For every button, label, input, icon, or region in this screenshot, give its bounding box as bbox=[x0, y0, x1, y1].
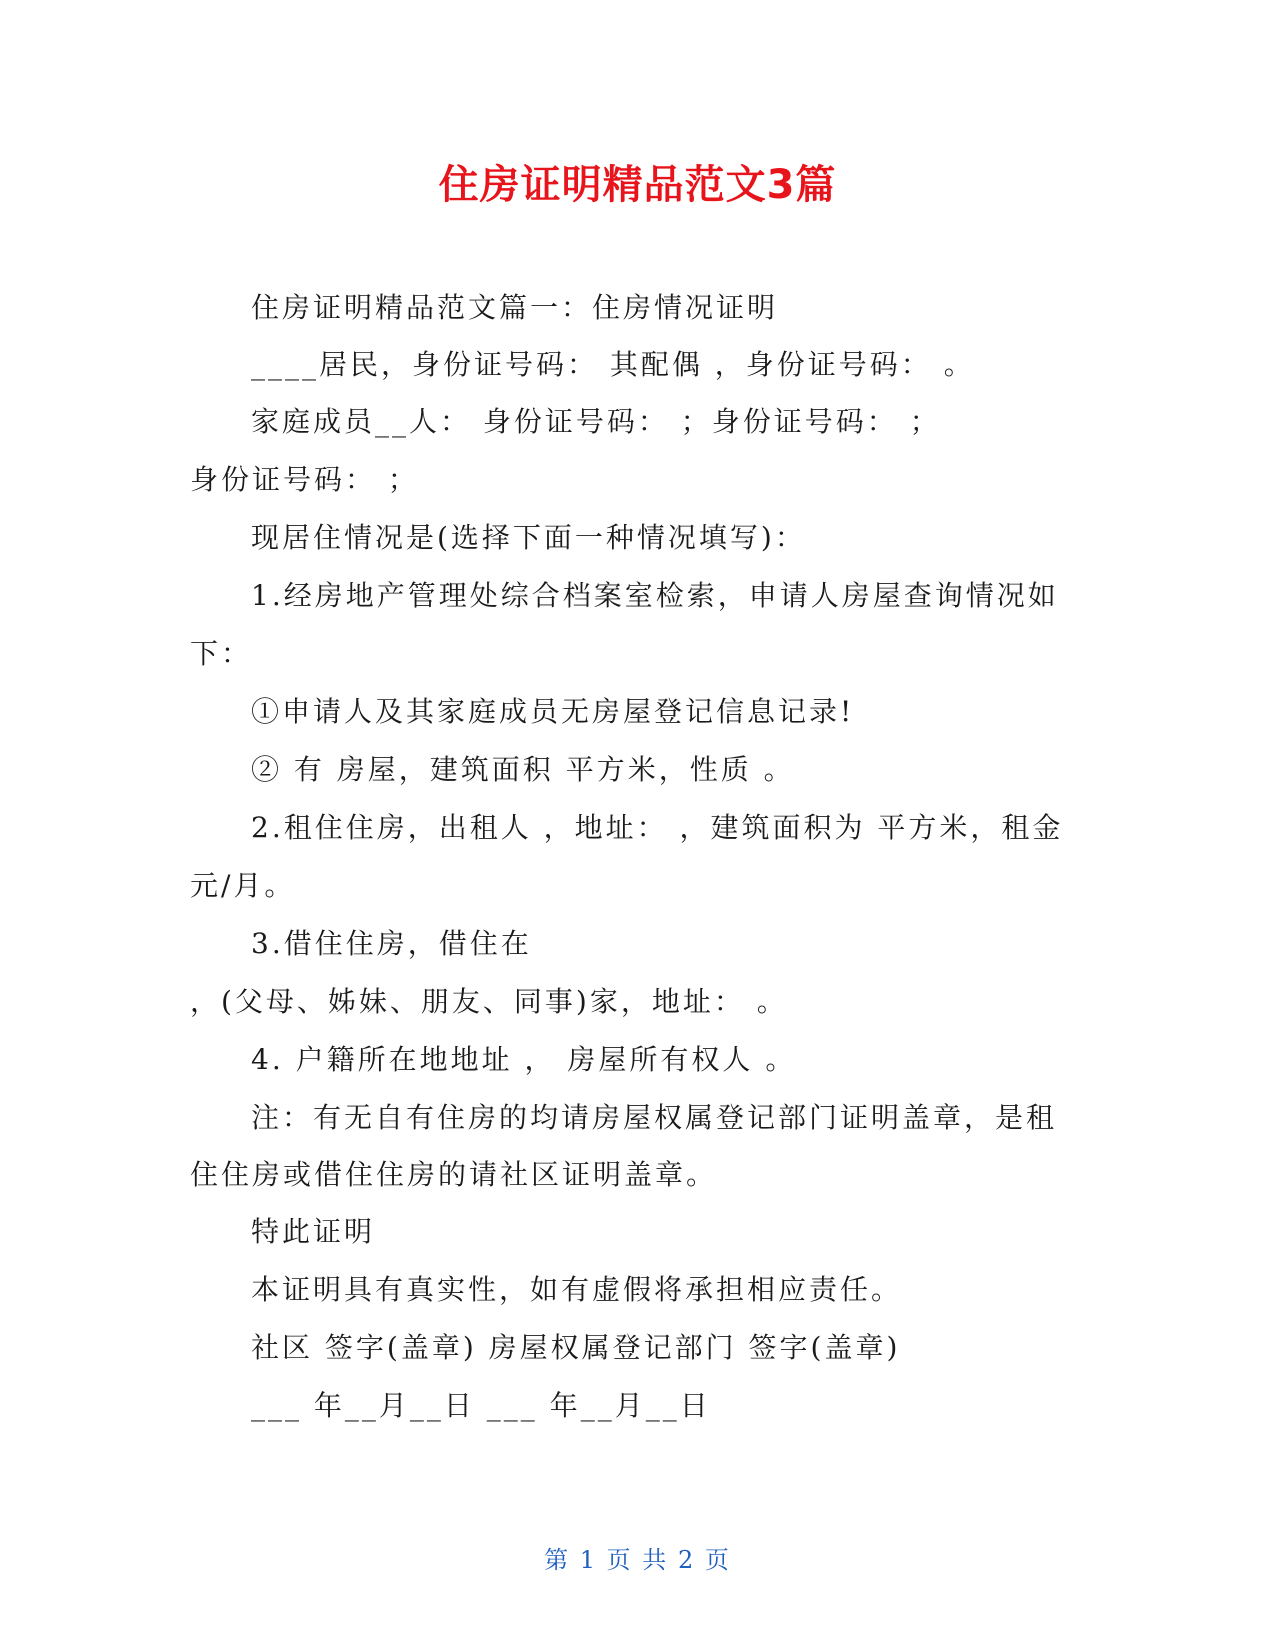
paragraph-line: 现居住情况是(选择下面一种情况填写)： bbox=[251, 521, 806, 554]
paragraph-line: 元/月。 bbox=[190, 869, 296, 902]
paragraph-line: ①申请人及其家庭成员无房屋登记信息记录! bbox=[251, 695, 855, 728]
paragraph-line: 4. 户籍所在地地址 ， 房屋所有权人 。 bbox=[251, 1043, 797, 1076]
paragraph-line: 住房证明精品范文篇一：住房情况证明 bbox=[251, 291, 779, 324]
paragraph-line: 身份证号码： ； bbox=[190, 463, 419, 496]
paragraph-line: 2.租住住房，出租人 ，地址： ，建筑面积为 平方米，租金 bbox=[251, 811, 1064, 844]
paragraph-line: 住住房或借住住房的请社区证明盖章。 bbox=[190, 1158, 718, 1191]
paragraph-line: ，(父母、姊妹、朋友、同事)家，地址： 。 bbox=[190, 985, 788, 1018]
paragraph-line: 1.经房地产管理处综合档案室检索，申请人房屋查询情况如 bbox=[251, 579, 1059, 612]
paragraph-line: 社区 签字(盖章) 房屋权属登记部门 签字(盖章) bbox=[251, 1331, 901, 1364]
paragraph-line: 特此证明 bbox=[251, 1215, 376, 1248]
page-number-footer: 第 1 页 共 2 页 bbox=[544, 1546, 731, 1574]
paragraph-line: ② 有 房屋，建筑面积 平方米，性质 。 bbox=[251, 753, 795, 786]
paragraph-line: 下： bbox=[190, 637, 253, 670]
document-title: 住房证明精品范文3篇 bbox=[438, 162, 837, 208]
paragraph-line: 家庭成员__人： 身份证号码： ；身份证号码： ； bbox=[251, 405, 941, 438]
paragraph-line: 注：有无自有住房的均请房屋权属登记部门证明盖章，是租 bbox=[251, 1101, 1058, 1134]
paragraph-line: 本证明具有真实性，如有虚假将承担相应责任。 bbox=[251, 1273, 903, 1306]
paragraph-line: ____居民，身份证号码： 其配偶 ，身份证号码： 。 bbox=[251, 348, 975, 381]
paragraph-line: 3.借住住房，借住在 bbox=[251, 927, 532, 960]
paragraph-line: ___ 年__月__日 ___ 年__月__日 bbox=[251, 1389, 711, 1422]
